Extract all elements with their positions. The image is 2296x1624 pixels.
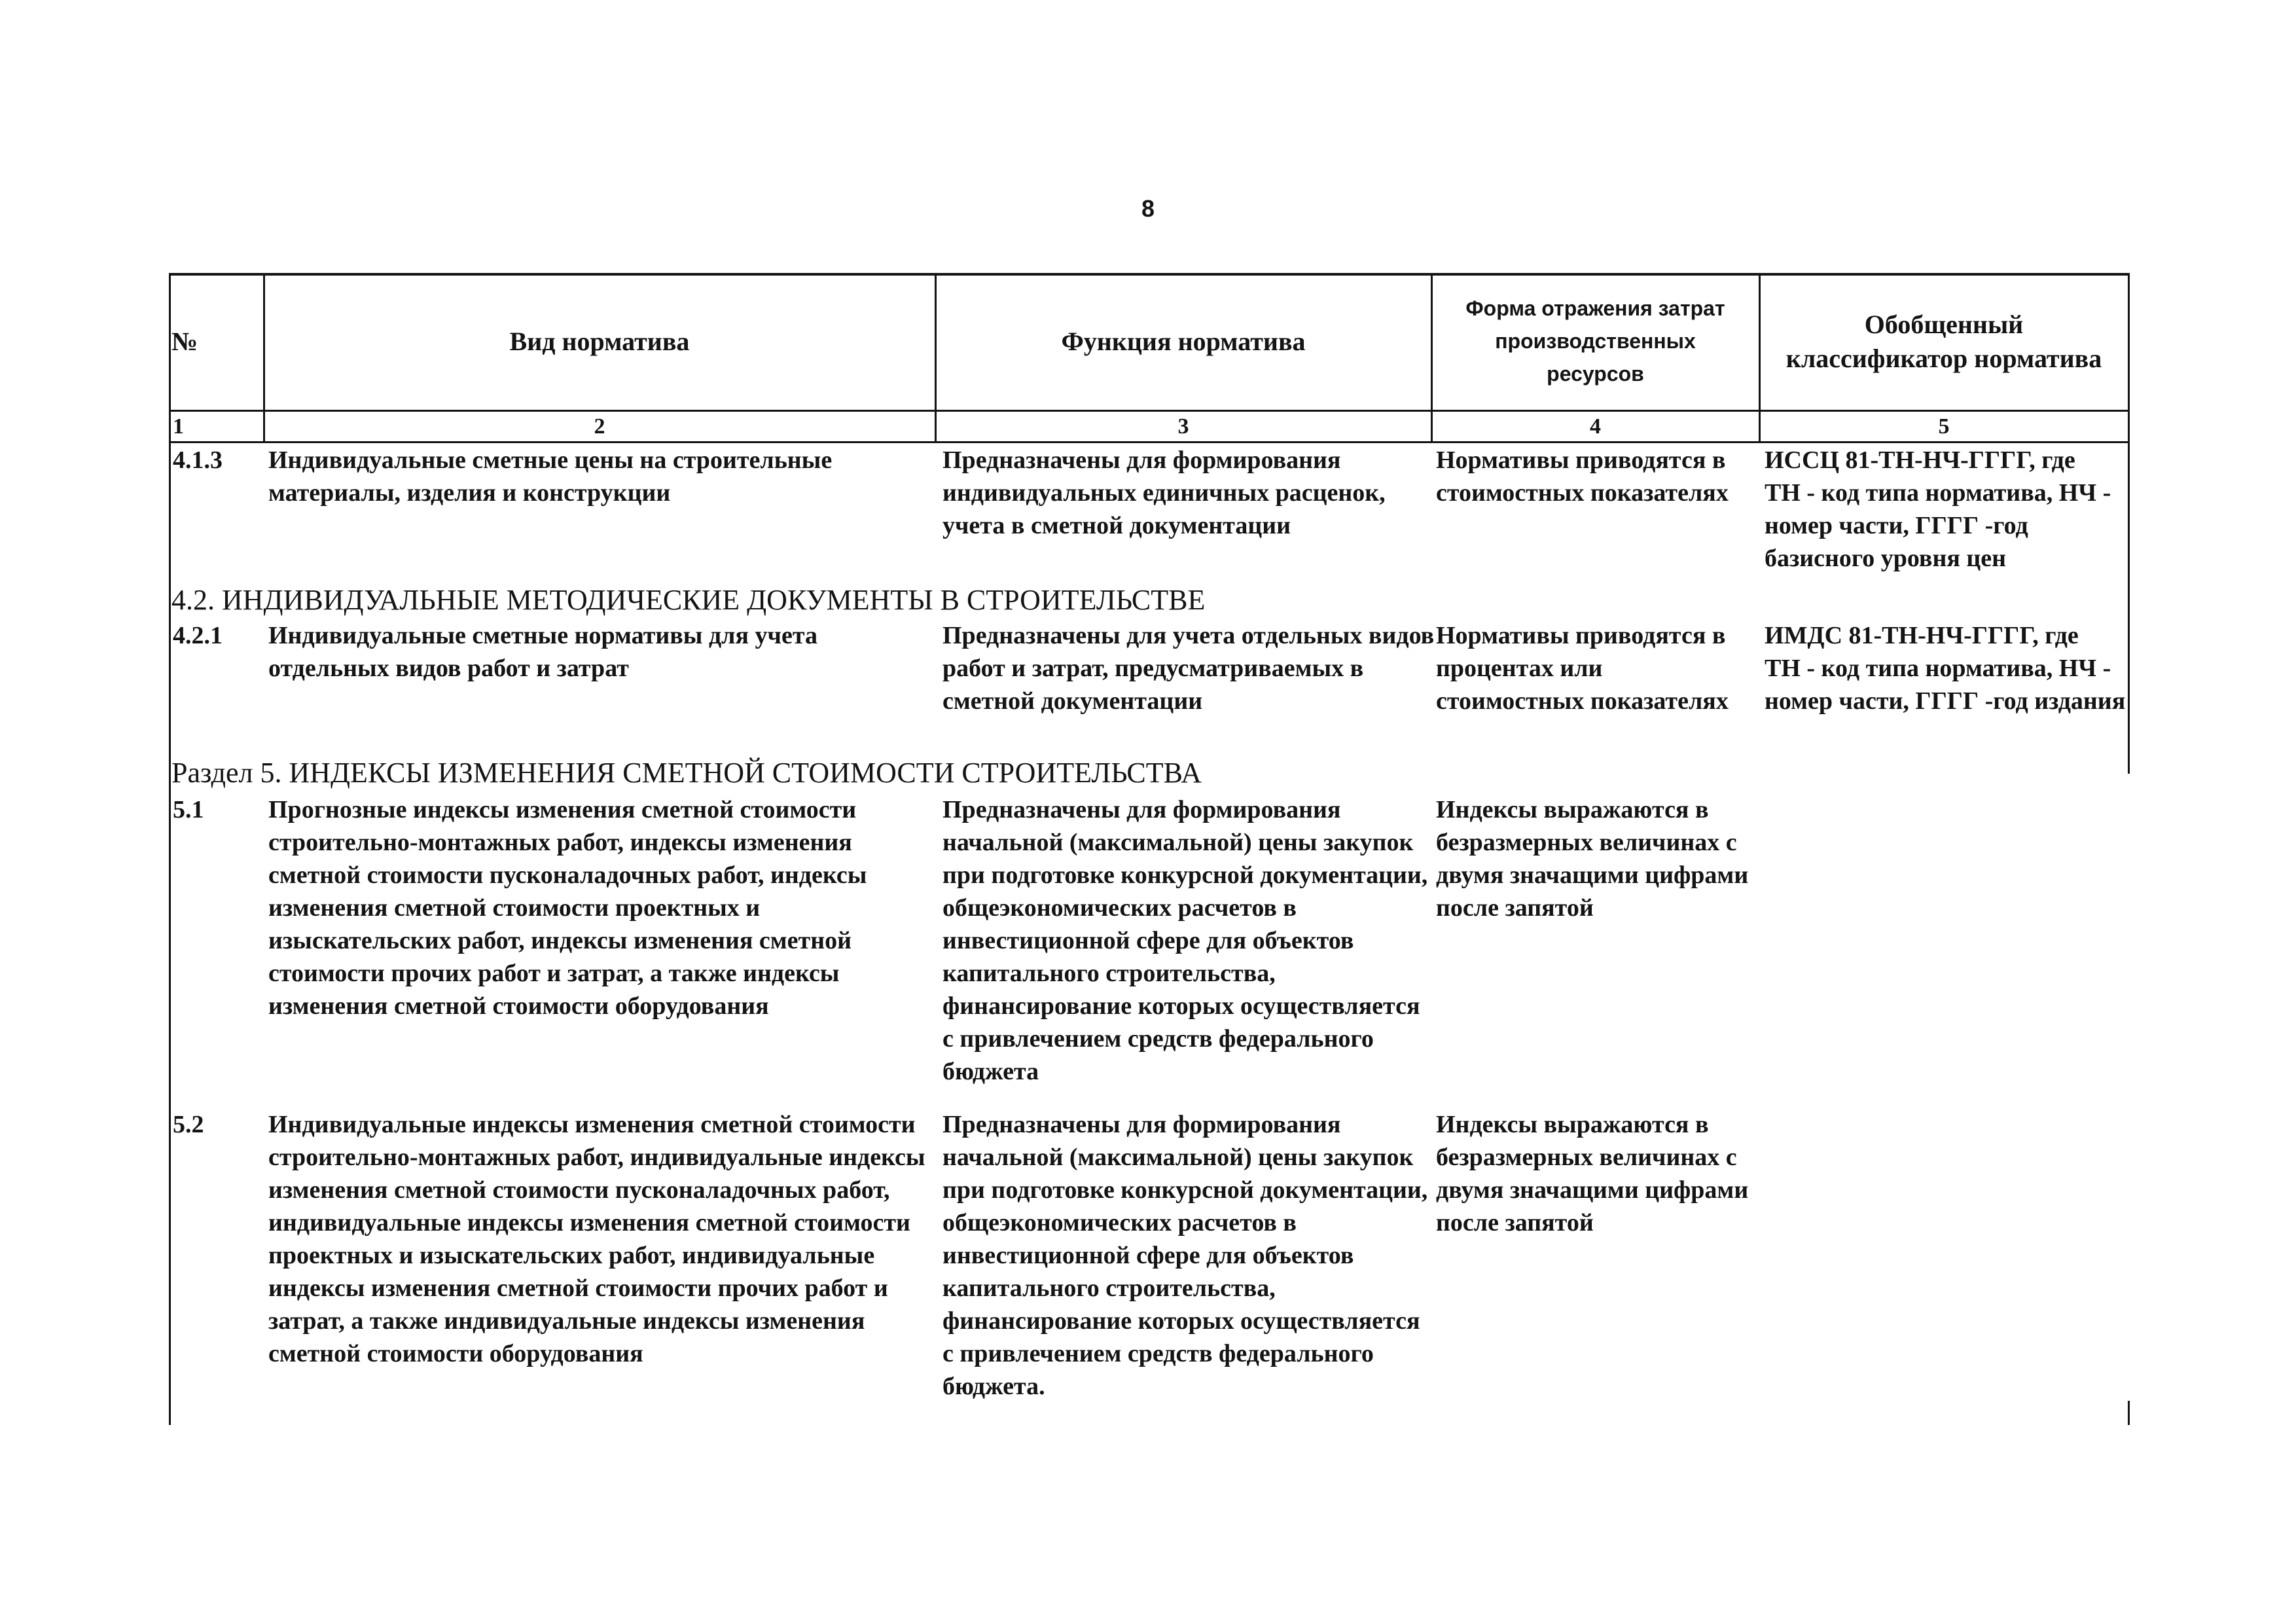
cell-line: изыскательских работ, индексы изменения сметной <box>268 927 852 954</box>
header-col-classifier <box>1760 308 2128 376</box>
header-col-function: Функция норматива <box>1061 327 1306 356</box>
row-number: 4.2.1 <box>173 622 223 649</box>
row-function-cell <box>942 444 1386 542</box>
cell-line: общеэкономических расчетов в <box>942 894 1297 922</box>
cell-line: Прогнозные индексы изменения сметной стоимости <box>268 796 857 823</box>
cell-line: индивидуальных единичных расценок, <box>942 479 1386 507</box>
cell-line: безразмерных величинах с <box>1436 1144 1737 1171</box>
cell-line: стоимостных показателях <box>1436 479 1729 507</box>
cell-line: начальной (максимальной) цены закупок <box>942 1144 1414 1171</box>
cell-line: Индивидуальные сметные цены на строительные <box>268 446 833 474</box>
cell-line: Нормативы приводятся в <box>1436 446 1726 474</box>
cell-line: при подготовке конкурсной документации, <box>942 1176 1428 1204</box>
cell-line: финансирование которых осуществляется <box>942 992 1420 1020</box>
table-right-border-lower <box>2128 1401 2130 1425</box>
row-type-cell <box>268 619 817 685</box>
header-bottom-border <box>169 410 2130 412</box>
cell-line: общеэкономических расчетов в <box>942 1209 1297 1236</box>
cell-line: после запятой <box>1436 1209 1594 1236</box>
page-number: 8 <box>1141 195 1155 222</box>
table-top-border <box>169 273 2130 276</box>
cell-line: номер части, ГГГГ -год издания <box>1765 687 2126 715</box>
row-function-cell <box>942 793 1427 1088</box>
row-form-cell <box>1436 444 1729 509</box>
cell-line: индивидуальные индексы изменения сметной стоимости <box>268 1209 910 1236</box>
cell-line: работ и затрат, предусматриваемых в <box>942 655 1364 682</box>
cell-line: процентах или <box>1436 655 1603 682</box>
cell-line: номер части, ГГГГ -год <box>1765 512 2028 539</box>
cell-line: строительно-монтажных работ, индексы изменения <box>268 829 852 856</box>
row-type-cell <box>268 444 832 509</box>
cell-line: Предназначены для формирования <box>942 796 1341 823</box>
row-number: 5.1 <box>173 796 204 823</box>
cell-line: стоимостных показателях <box>1436 687 1729 715</box>
cell-line: капитального строительства, <box>942 1274 1276 1302</box>
cell-line: отдельных видов работ и затрат <box>268 655 629 682</box>
cell-line: Индивидуальные сметные нормативы для учета <box>268 622 817 649</box>
cell-line: ИМДС 81-ТН-НЧ-ГГГГ, где <box>1765 622 2079 649</box>
cell-line: базисного уровня цен <box>1765 545 2007 572</box>
row-number: 4.1.3 <box>173 446 223 474</box>
cell-line: строительно-монтажных работ, индивидуальные индексы <box>268 1144 925 1171</box>
cell-line: изменения сметной стоимости оборудования <box>268 992 769 1020</box>
header-col-classifier-line: Обобщенный <box>1864 310 2024 339</box>
cell-line: безразмерных величинах с <box>1436 829 1737 856</box>
cell-line: капитального строительства, <box>942 960 1276 987</box>
cell-line: материалы, изделия и конструкции <box>268 479 671 507</box>
header-col-number: № <box>171 327 198 356</box>
cell-line: начальной (максимальной) цены закупок <box>942 829 1414 856</box>
cell-line: Предназначены для формирования <box>942 446 1341 474</box>
cell-line: ИССЦ 81-ТН-НЧ-ГГГГ, где <box>1765 446 2075 474</box>
cell-line: индексы изменения сметной стоимости прочих работ и <box>268 1274 888 1302</box>
header-col-classifier-line: классификатор норматива <box>1785 344 2102 373</box>
cell-line: с привлечением средств федерального <box>942 1025 1374 1053</box>
cell-line: сметной стоимости пусконаладочных работ, индексы <box>268 861 867 889</box>
table-right-border <box>2128 273 2130 774</box>
header-col-type: Вид норматива <box>509 327 690 356</box>
cell-line: бюджета. <box>942 1373 1045 1400</box>
row-form-cell <box>1436 1108 1748 1239</box>
cell-line: ТН - код типа норматива, НЧ - <box>1765 655 2111 682</box>
row-classifier-cell <box>1765 619 2125 717</box>
cell-line: двумя значащими цифрами <box>1436 861 1749 889</box>
row-form-cell <box>1436 619 1729 717</box>
cell-line: учета в сметной документации <box>942 512 1291 539</box>
row-type-cell <box>268 1108 925 1370</box>
column-number: 1 <box>173 414 184 439</box>
cell-line: Предназначены для формирования <box>942 1111 1341 1138</box>
cell-line: двумя значащими цифрами <box>1436 1176 1749 1204</box>
cell-line: сметной документации <box>942 687 1203 715</box>
cell-line: после запятой <box>1436 894 1594 922</box>
row-function-cell <box>942 1108 1427 1403</box>
cell-line: затрат, а также индивидуальные индексы изменения <box>268 1307 865 1335</box>
header-col-form-line: производственных <box>1495 329 1696 353</box>
header-col-form-line: ресурсов <box>1547 362 1644 386</box>
column-number: 4 <box>1590 414 1601 439</box>
row-classifier-cell <box>1765 444 2111 575</box>
cell-line: проектных и изыскательских работ, индивидуальные <box>268 1242 875 1269</box>
cell-line: при подготовке конкурсной документации, <box>942 861 1428 889</box>
section-heading-5: Раздел 5. ИНДЕКСЫ ИЗМЕНЕНИЯ СМЕТНОЙ СТОИМОСТИ СТРОИТЕЛЬСТВА <box>171 757 1202 789</box>
row-form-cell <box>1436 793 1748 924</box>
cell-line: стоимости прочих работ и затрат, а также индексы <box>268 960 840 987</box>
cell-line: Индексы выражаются в <box>1436 1111 1709 1138</box>
cell-line: сметной стоимости оборудования <box>268 1340 643 1367</box>
table-left-border <box>169 273 171 1425</box>
row-function-cell <box>942 619 1434 717</box>
cell-line: изменения сметной стоимости пусконаладочных работ, <box>268 1176 890 1204</box>
cell-line: изменения сметной стоимости проектных и <box>268 894 761 922</box>
cell-line: инвестиционной сфере для объектов <box>942 927 1354 954</box>
cell-line: бюджета <box>942 1058 1039 1085</box>
cell-line: инвестиционной сфере для объектов <box>942 1242 1354 1269</box>
column-number: 5 <box>1938 414 1950 439</box>
row-number: 5.2 <box>173 1111 204 1138</box>
column-number: 3 <box>1177 414 1189 439</box>
cell-line: Предназначены для учета отдельных видов <box>942 622 1435 649</box>
cell-line: ТН - код типа норматива, НЧ - <box>1765 479 2111 507</box>
cell-line: Индексы выражаются в <box>1436 796 1709 823</box>
row-type-cell <box>268 793 867 1022</box>
header-col-form <box>1432 292 1759 390</box>
cell-line: с привлечением средств федерального <box>942 1340 1374 1367</box>
cell-line: финансирование которых осуществляется <box>942 1307 1420 1335</box>
section-heading-4-2: 4.2. ИНДИВИДУАЛЬНЫЕ МЕТОДИЧЕСКИЕ ДОКУМЕНТЫ В СТРОИТЕЛЬСТВЕ <box>171 584 1206 616</box>
cell-line: Нормативы приводятся в <box>1436 622 1726 649</box>
cell-line: Индивидуальные индексы изменения сметной стоимости <box>268 1111 916 1138</box>
column-number: 2 <box>594 414 605 439</box>
colnum-bottom-border <box>169 441 2130 443</box>
header-col-form-line: Форма отражения затрат <box>1465 297 1725 320</box>
